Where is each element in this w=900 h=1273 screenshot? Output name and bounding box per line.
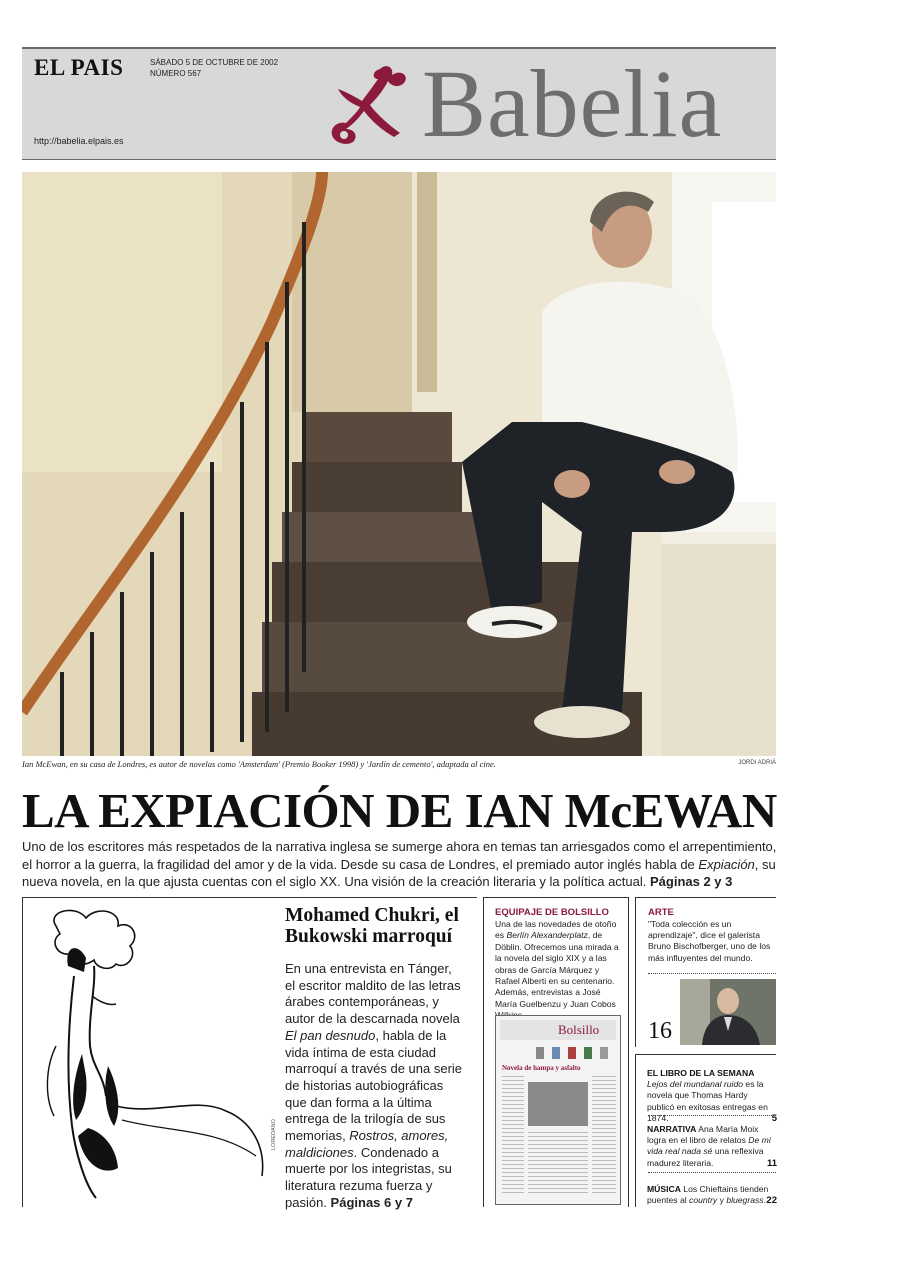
thumb-header [500,1020,616,1040]
section-page: 11 [766,1157,777,1169]
section-text: . [763,1195,766,1206]
chukri-book-2: Rostros, amores, maldiciones [285,1128,449,1160]
lead-summary [22,838,782,891]
dotted-divider [648,1172,776,1173]
section-label: EL LIBRO DE LA SEMANA [647,1068,755,1078]
section-page: 5 [771,1112,777,1124]
section-entry-narrativa[interactable] [647,1124,777,1169]
chukri-book-1: El pan desnudo [285,1027,376,1043]
section-entry-musica[interactable] [647,1184,777,1206]
thumb-book-row [536,1046,608,1064]
masthead [22,47,776,160]
arte-photo-illustration [680,979,776,1045]
section-book: De mi vida real nada sé [647,1135,771,1157]
section-text-a: Los Chieftains tienden puentes al [647,1184,769,1206]
section-text: una reflexiva madurez literaria. [647,1146,764,1168]
cover-photo-illustration [22,172,776,756]
chukri-summary [285,961,465,1212]
lead-book-title: Expiación [698,856,755,872]
section-genre-1: country [689,1195,718,1206]
lead-headline[interactable]: LA EXPIACIÓN DE IAN McEWAN [22,783,777,838]
supplement-title: Babelia [422,50,723,157]
website-url[interactable]: http://babelia.elpais.es [34,136,124,146]
illustration-credit: LOREDANO [271,1119,277,1150]
photo-caption: Ian McEwan, en su casa de Londres, es autor de novelas como 'Amsterdam' (Premio Booker 1998) y 'Jardín de cemento', adaptada al cine. [22,759,496,769]
section-genre-2: bluegrass [726,1195,764,1206]
photo-credit: JORDI ADRIÀ [738,760,776,766]
chukri-text-3: . Condenado a muerte por los integristas, su literatura rezuma fuerza y pasión. [285,1144,452,1210]
bolsillo-text-2: , de Döblin. Ofrecemos una mirada a la novela del siglo XIX y a las obras de García Márquez y Rafael Alberti en su centenario. Además, entrevistas a José María Guelbenzu y Juan Cobos [495,930,619,1009]
bolsillo-book: Berlín Alexanderplatz [506,930,588,941]
arte-quote: "Toda colección es un aprendizaje", dice el galerista Bruno Bischofberger, uno de los más influyentes del mundo. [648,919,771,963]
section-text: es la novela que Thomas Hardy publicó en exitosas entregas en 1874. [647,1079,768,1123]
section-text-b: y [717,1195,727,1206]
arte-kicker[interactable]: ARTE [648,907,674,918]
dotted-divider [648,1115,776,1116]
issue-date: SÁBADO 5 DE OCTUBRE DE 2002 [150,58,279,67]
publication-name: EL PAIS [34,55,124,80]
section-book: Lejos del mundanal ruido [647,1079,744,1090]
bolsillo-cover-thumbnail[interactable] [495,1015,621,1205]
cover-photo [22,172,776,756]
chukri-page-ref[interactable]: Páginas 6 y 7 [330,1194,413,1210]
lead-text-2: , su nueva novela, en la que ajusta cuentas con el siglo XX. Una visión de la creación literaria y la política actual. [22,856,776,889]
lead-text-1: Uno de los escritores más respetados de la narrativa inglesa se sumerge ahora en temas tan arriesgados como el arrepentimiento, el horror a la guerra, la fragilidad del amor y de la vida. Desde su casa de Londres, el premiado autor inglés habla de [22,839,777,872]
dotted-divider [648,973,776,974]
bolsillo-kicker[interactable]: EQUIPAJE DE BOLSILLO [495,907,609,918]
bolsillo-summary [495,919,623,1022]
dateline [150,57,278,79]
chukri-text-2: , habla de la vida íntima de esta ciudad marroquí a través de una serie de historias autobiográficas que dan forma a la última entrega de la trilogía de sus memorias, [285,1027,463,1144]
issue-number: NÚMERO 567 [150,69,202,78]
thumb-headline: Novela de hampa y asfalto [502,1064,581,1072]
bolsillo-text-1: Una de las novedades de otoño es [495,919,617,941]
arte-photo [680,979,776,1045]
chukri-headline[interactable]: Mohamed Chukri, el Bukowski marroquí [285,905,459,947]
section-page: 22 [766,1195,777,1207]
babelia-flower-logo-icon [320,63,416,147]
lead-page-ref[interactable]: Páginas 2 y 3 [649,874,733,889]
section-label: NARRATIVA [647,1124,697,1134]
arte-page-number[interactable]: 16 [648,1018,672,1044]
chukri-text-1: En una entrevista en Tánger, el escritor maldito de las letras árabes contemporáneas, y autor de la descarnada novela [285,961,461,1027]
section-label: MÚSICA [647,1184,681,1194]
chukri-caricature-illustration [26,906,276,1202]
section-text-a: Ana María Moix logra en el libro de relatos [647,1124,759,1146]
thumb-title: Bolsillo [558,1022,600,1037]
thumb-photo [528,1082,588,1126]
